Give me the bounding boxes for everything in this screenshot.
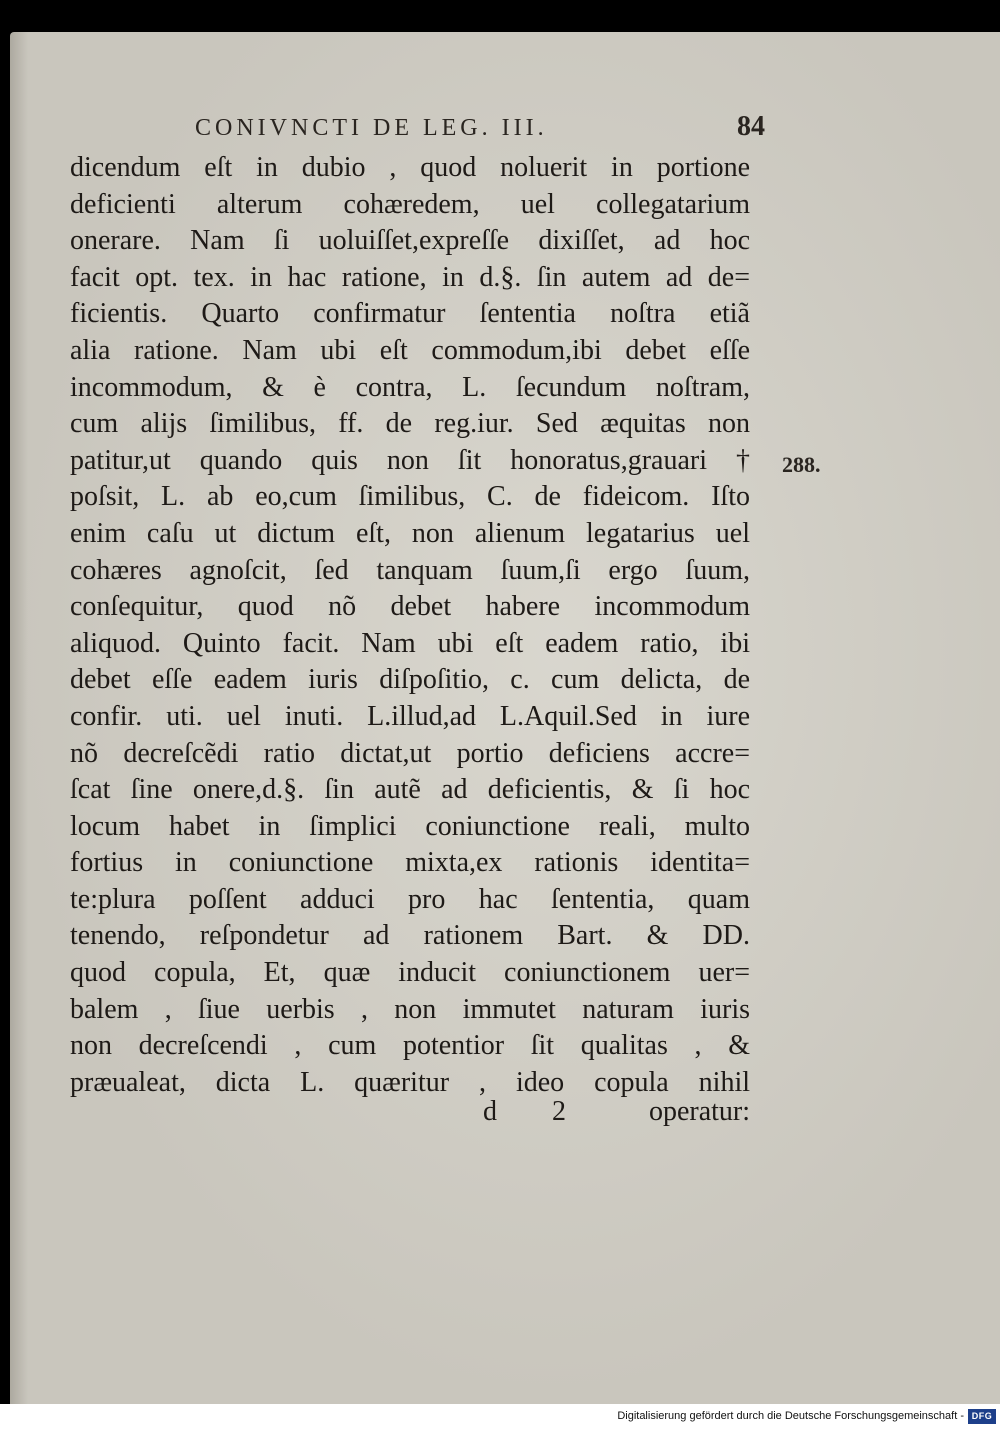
text-line: præualeat, dicta L. quæritur , ideo copula nihil	[70, 1066, 750, 1098]
text-line: te:plura poſſent adduci pro hac ſententia, quam	[70, 883, 750, 915]
text-line: incommodum, & è contra, L. ſecundum noſtram,	[70, 371, 750, 403]
catchword: operatur:	[648, 1096, 750, 1127]
text-line: enim caſu ut dictum eſt, non alienum legatarius uel	[70, 517, 750, 549]
text-line: balem , ſiue uerbis , non immutet naturam iuris	[70, 993, 750, 1025]
text-line: onerare. Nam ſi uoluiſſet,expreſſe dixiſſet, ad hoc	[70, 225, 750, 257]
page-number: 84	[737, 111, 765, 142]
text-line: tenendo, reſpondetur ad rationem Bart. & DD.	[70, 920, 750, 952]
page-header	[195, 111, 765, 145]
text-line: poſsit, L. ab eo,cum ſimilibus, C. de fideicom. Iſto	[70, 481, 750, 513]
text-line: dicendum eſt in dubio , quod noluerit in portione	[70, 152, 750, 183]
footer-credit: Digitalisierung gefördert durch die Deutsche Forschungsgemeinschaft -	[617, 1410, 964, 1422]
text-line: ſcat ſine onere,d.§. ſin autẽ ad deficientis, & ſi hoc	[70, 774, 750, 806]
text-line: nõ decreſcẽdi ratio dictat,ut portio deficiens accre=	[70, 737, 750, 769]
text-line: alia ratione. Nam ubi eſt commodum,ibi debet eſſe	[70, 334, 750, 366]
text-line: ficientis. Quarto confirmatur ſententia noſtra etiã	[70, 298, 750, 330]
dfg-logo-icon: DFG	[968, 1409, 996, 1424]
text-line: confir. uti. uel inuti. L.illud,ad L.Aquil.Sed in iure	[70, 700, 750, 732]
main-text	[70, 150, 750, 1101]
text-line: deficienti alterum cohæredem, uel collegatarium	[70, 188, 750, 220]
text-line: fortius in coniunctione mixta,ex rationis identita=	[70, 847, 750, 879]
text-line: facit opt. tex. in hac ratione, in d.§. ſin autem ad de=	[70, 261, 750, 293]
text-line: patitur,ut quando quis non ſit honoratus,grauari †	[70, 444, 750, 476]
text-line: conſequitur, quod nõ debet habere incommodum	[70, 591, 750, 623]
running-title: CONIVNCTI DE LEG. III.	[195, 115, 548, 141]
text-line: quod copula, Et, quæ inducit coniunctionem uer=	[70, 957, 750, 989]
text-line: cohæres agnoſcit, ſed tanquam ſuum,ſi ergo ſuum,	[70, 554, 750, 586]
text-line: aliquod. Quinto facit. Nam ubi eſt eadem ratio, ibi	[70, 627, 750, 659]
text-line: locum habet in ſimplici coniunctione reali, multo	[70, 810, 750, 842]
text-line: non decreſcendi , cum potentior ſit qualitas , &	[70, 1030, 750, 1062]
page-foot-line	[70, 1096, 750, 1136]
digitization-footer	[0, 1404, 1000, 1430]
text-line: cum alijs ſimilibus, ff. de reg.iur. Sed æquitas non	[70, 408, 750, 440]
signature-mark: d 2	[483, 1096, 590, 1127]
text-line: debet eſſe eadem iuris diſpoſitio, c. cum delicta, de	[70, 664, 750, 696]
margin-note: 288.	[782, 452, 821, 477]
